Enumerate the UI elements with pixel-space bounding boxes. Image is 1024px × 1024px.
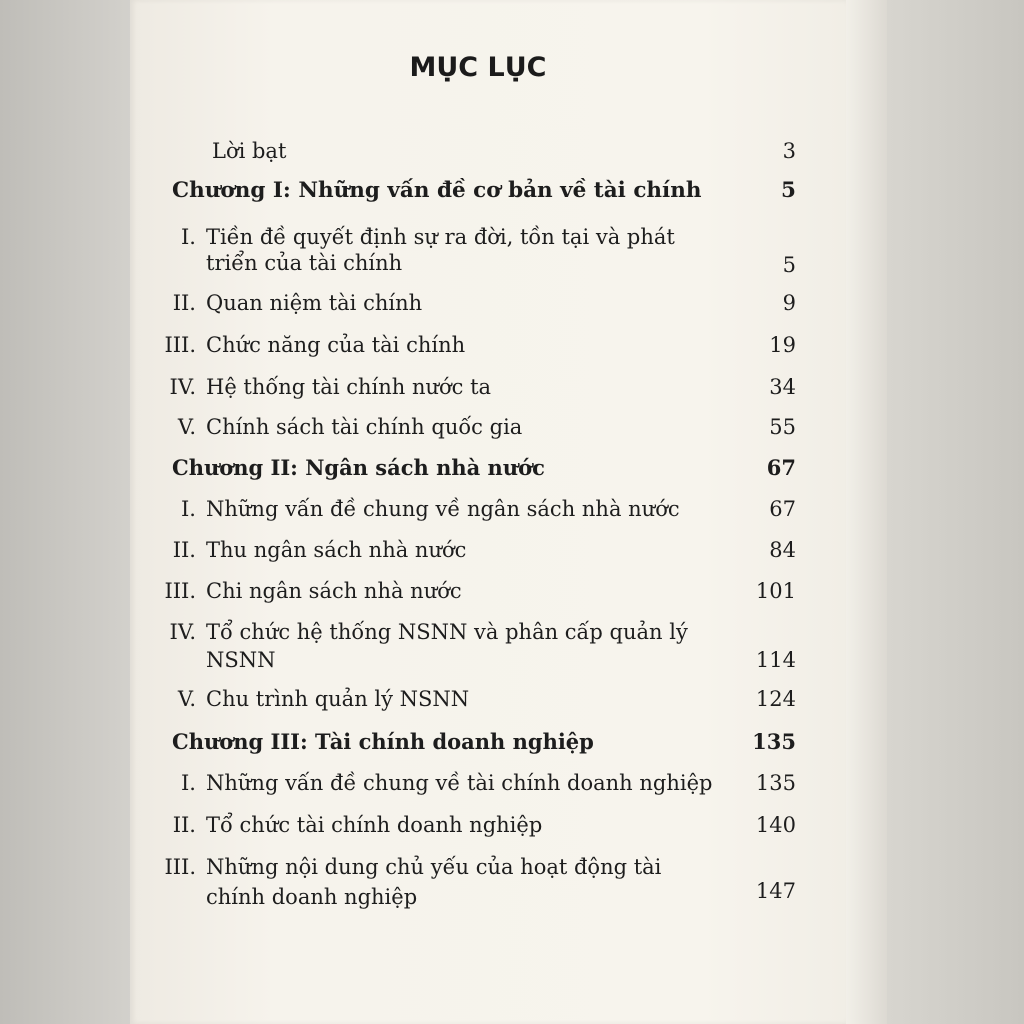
- section-page: 84: [769, 538, 796, 562]
- toc-entry: [160, 617, 796, 677]
- chapter-2-page: 67: [766, 455, 796, 480]
- section-page: 135: [755, 771, 796, 795]
- section-page: 5: [782, 253, 796, 277]
- section-page: 9: [782, 291, 796, 315]
- background-right: [880, 0, 1024, 1024]
- section-title-line1: Tổ chức hệ thống NSNN và phân cấp quản lý: [206, 620, 688, 644]
- chapter-3-page: 135: [752, 729, 796, 754]
- background-left: [0, 0, 132, 1024]
- preface-page: 3: [782, 139, 796, 163]
- chapter-1-title: Chương I: Những vấn đề cơ bản về tài chính: [172, 178, 702, 203]
- section-page: 19: [769, 333, 796, 357]
- section-page: 55: [769, 415, 796, 439]
- section-number: II.: [172, 813, 196, 837]
- toc-entry: [160, 852, 796, 912]
- section-number: III.: [164, 333, 196, 357]
- section-page: 147: [755, 879, 796, 903]
- section-title: Chính sách tài chính quốc gia: [206, 415, 523, 439]
- section-title: Chi ngân sách nhà nước: [206, 579, 462, 603]
- section-title-line1: Những nội dung chủ yếu của hoạt động tài: [206, 855, 662, 879]
- section-number: IV.: [169, 375, 196, 399]
- section-number: III.: [164, 855, 196, 879]
- section-title-line2: triển của tài chính: [206, 251, 403, 275]
- section-number: IV.: [169, 620, 196, 644]
- book-page: [130, 0, 846, 1024]
- section-title: Những vấn đề chung về ngân sách nhà nước: [206, 497, 680, 521]
- preface-label: Lời bạt: [212, 139, 287, 163]
- section-page: 101: [755, 579, 796, 603]
- section-page: 34: [769, 375, 796, 399]
- section-title: Chu trình quản lý NSNN: [206, 687, 470, 711]
- section-title: Quan niệm tài chính: [206, 291, 423, 315]
- section-number: I.: [181, 497, 196, 521]
- section-page: 114: [755, 648, 796, 672]
- section-page: 140: [755, 813, 796, 837]
- section-number: V.: [177, 415, 196, 439]
- section-title-line2: NSNN: [206, 648, 276, 672]
- section-title-line1: Tiền đề quyết định sự ra đời, tồn tại và phát: [206, 225, 675, 249]
- section-title: Hệ thống tài chính nước ta: [206, 375, 492, 399]
- section-title: Tổ chức tài chính doanh nghiệp: [206, 813, 543, 837]
- section-page: 67: [769, 497, 796, 521]
- section-title: Thu ngân sách nhà nước: [206, 538, 467, 562]
- toc-entry: [160, 222, 796, 282]
- page-title: MỤC LỤC: [409, 52, 547, 83]
- page-stack-edge: [842, 0, 887, 1024]
- section-page: 124: [755, 687, 796, 711]
- section-number: I.: [181, 771, 196, 795]
- section-number: II.: [172, 538, 196, 562]
- section-number: V.: [177, 687, 196, 711]
- section-number: III.: [164, 579, 196, 603]
- section-title-line2: chính doanh nghiệp: [206, 885, 418, 909]
- chapter-2-title: Chương II: Ngân sách nhà nước: [172, 455, 545, 480]
- section-number: II.: [172, 291, 196, 315]
- chapter-3-title: Chương III: Tài chính doanh nghiệp: [172, 729, 594, 754]
- section-title: Chức năng của tài chính: [206, 333, 466, 357]
- section-title: Những vấn đề chung về tài chính doanh nghiệp: [206, 771, 713, 795]
- chapter-1-page: 5: [781, 178, 796, 203]
- section-number: I.: [181, 225, 196, 249]
